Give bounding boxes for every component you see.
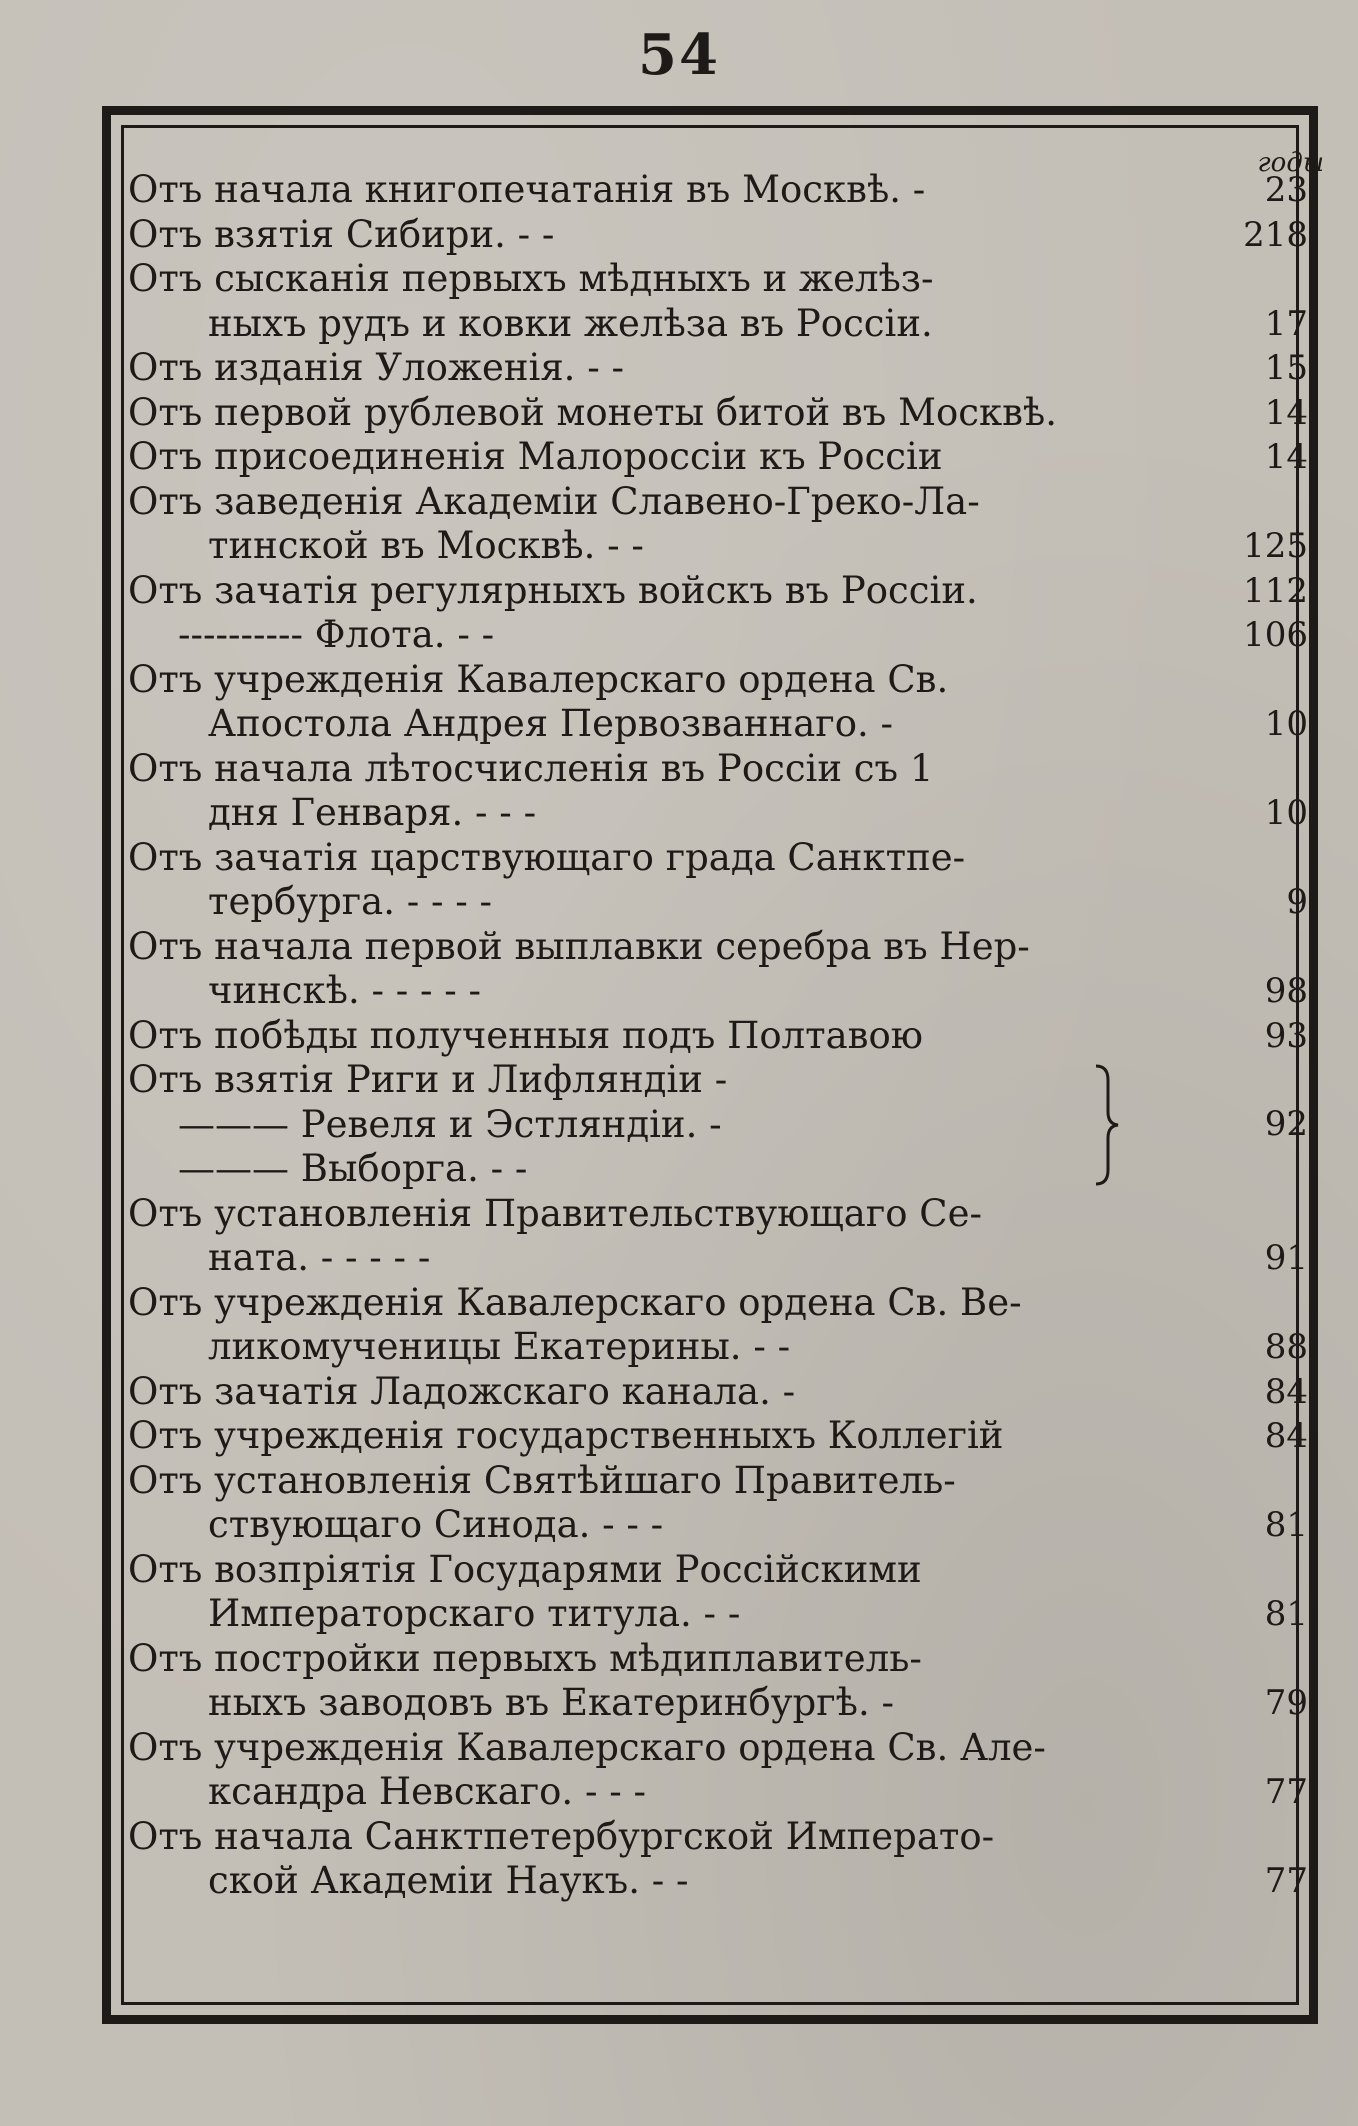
entry-line [128,1192,1308,1237]
entry-text: ксандра Невскаго. - - - [208,1770,646,1813]
entry-text: Отъ возпріятія Государями Россійскими [128,1547,922,1591]
chronology-entry [128,480,1308,569]
entry-text: Отъ начала первой выплавки серебра въ Нер- [128,924,1030,968]
page-number: 54 [638,22,720,88]
entry-text: Отъ начала Санктпетербургской Императо- [128,1814,995,1858]
chronology-entry [128,1459,1308,1548]
entry-line [128,480,1308,525]
entry-years: 81 [1264,1505,1308,1545]
chronology-entry [128,168,1308,213]
chronology-entry [128,1414,1308,1459]
entry-line [128,1503,1308,1548]
entry-years: 77 [1264,1772,1308,1812]
entry-text: ствующаго Синода. - - - [208,1503,664,1546]
entry-line [128,346,1308,391]
entry-text: Отъ первой рублевой монеты битой въ Москвѣ. [128,390,1057,434]
entry-line [128,1147,1308,1192]
entry-text: Отъ взятія Сибири. - - [128,212,555,256]
entry-years: 9 [1286,882,1308,922]
entry-years: 15 [1264,348,1308,388]
chronology-entry [128,435,1308,480]
entry-years: 106 [1243,615,1308,655]
entry-line [128,524,1308,569]
entry-years: 218 [1243,214,1308,255]
entry-line [128,1681,1308,1726]
entry-line [128,969,1308,1014]
entry-text: Отъ постройки первыхъ мѣдиплавитель- [128,1636,922,1680]
entry-line [128,1726,1308,1771]
entry-text: Отъ учрежденія государственныхъ Коллегій [128,1414,1004,1457]
entry-line [128,391,1308,436]
entry-years: 91 [1264,1238,1308,1278]
entry-line [128,1014,1308,1059]
entry-line [128,302,1308,347]
entry-text: Отъ установленія Правительствующаго Се- [128,1191,982,1235]
entry-line [128,1325,1308,1370]
entry-line [128,1370,1308,1415]
entry-years: 98 [1264,971,1308,1011]
entry-text: Отъ побѣды полученныя подъ Полтавою [128,1013,923,1057]
entry-line [128,1281,1308,1326]
entry-line [128,658,1308,703]
entry-line [128,613,1308,658]
chronology-entry [128,569,1308,614]
entry-line [128,569,1308,614]
entry-text: ---------- Флота. - - [178,613,495,656]
entry-years: 84 [1264,1371,1308,1412]
entry-text: Отъ начала лѣтосчисленія въ Россіи съ 1 [128,746,934,790]
chronology-entry [128,1014,1308,1059]
entry-years: 14 [1264,392,1308,433]
entry-line [128,1548,1308,1593]
chronology-entry [128,613,1308,658]
entry-text: Отъ взятія Риги и Лифляндіи - [128,1058,728,1101]
years-column-header: годы [1257,148,1324,178]
chronology-entry [128,257,1308,346]
entry-line [128,791,1308,836]
chronology-entry [128,925,1308,1014]
chronology-entry [128,1192,1308,1281]
chronology-list [128,168,1308,1904]
entry-years: 88 [1264,1327,1308,1367]
entry-line [128,1592,1308,1637]
chronology-entry [128,1281,1308,1370]
entry-line [128,435,1308,480]
entry-years: 23 [1264,170,1308,210]
entry-text: Отъ сысканія первыхъ мѣдныхъ и желѣз- [128,257,934,300]
chronology-entry [128,836,1308,925]
entry-text: Отъ учрежденія Кавалерскаго ордена Св. Але- [128,1725,1046,1769]
entry-line [128,836,1308,881]
entry-text: Отъ присоединенія Малороссіи къ Россіи [128,435,943,478]
entry-line [128,213,1308,258]
chronology-entry [128,213,1308,258]
entry-text: ната. - - - - - [208,1236,431,1279]
entry-years: 10 [1264,704,1308,744]
entry-text: тербурга. - - - - [208,880,493,923]
entry-line [128,1859,1308,1904]
entry-text: дня Генваря. - - - [208,791,537,834]
entry-text: чинскѣ. - - - - - [208,969,482,1012]
grouped-entry [128,1058,1308,1192]
entry-years: 92 [1264,1104,1308,1144]
entry-line [128,747,1308,792]
entry-years: 93 [1264,1015,1308,1056]
entry-text: ликомученицы Екатерины. - - [208,1325,791,1368]
entry-line [128,1103,1308,1148]
entry-years: 10 [1264,793,1308,833]
entry-line [128,702,1308,747]
entry-text: Отъ начала книгопечатанія въ Москвѣ. - [128,168,926,211]
entry-line [128,1236,1308,1281]
entry-years: 125 [1243,526,1308,566]
entry-text: Отъ зачатія царствующаго града Санктпе- [128,835,966,879]
entry-text: Апостола Андрея Первозваннаго. - [208,702,893,745]
entry-line [128,1637,1308,1682]
right-brace-icon [1094,1064,1120,1186]
chronology-entry [128,391,1308,436]
entry-text: Отъ учрежденія Кавалерскаго ордена Св. Ве- [128,1280,1022,1324]
entry-line [128,1815,1308,1860]
entry-text: Отъ зачатія регулярныхъ войскъ въ Россіи. [128,568,978,612]
entry-text: Императорскаго титула. - - [208,1592,741,1635]
entry-text: Отъ зачатія Ладожскаго канала. - [128,1369,796,1413]
entry-line [128,880,1308,925]
entry-text: Отъ учрежденія Кавалерскаго ордена Св. [128,657,949,701]
entry-line [128,1058,1308,1103]
entry-years: 84 [1264,1416,1308,1456]
entry-text: тинской въ Москвѣ. - - [208,524,644,567]
entry-line [128,1459,1308,1504]
entry-line [128,1770,1308,1815]
chronology-entry [128,1637,1308,1726]
entry-years: 14 [1264,437,1308,477]
entry-years: 112 [1243,570,1308,611]
entry-line [128,257,1308,302]
entry-text: ныхъ заводовъ въ Екатеринбургѣ. - [208,1681,894,1724]
entry-text: Отъ заведенія Академіи Славено-Греко-Ла- [128,479,980,523]
chronology-entry [128,658,1308,747]
chronology-entry [128,1815,1308,1904]
entry-text: ской Академіи Наукъ. - - [208,1859,689,1902]
entry-years: 79 [1264,1683,1308,1723]
entry-years: 77 [1264,1861,1308,1901]
entry-line [128,925,1308,970]
entry-text: ——— Ревеля и Эстляндіи. - [178,1102,722,1146]
chronology-entry [128,1548,1308,1637]
entry-line [128,168,1308,213]
chronology-entry [128,346,1308,391]
chronology-entry [128,747,1308,836]
chronology-entry [128,1370,1308,1415]
entry-line [128,1414,1308,1459]
entry-text: ныхъ рудъ и ковки желѣза въ Россіи. [208,301,933,345]
entry-text: Отъ изданія Уложенія. - - [128,346,624,389]
entry-years: 81 [1264,1594,1308,1634]
entry-text: ——— Выборга. - - [178,1147,528,1190]
entry-years: 17 [1264,303,1308,344]
chronology-entry [128,1726,1308,1815]
entry-text: Отъ установленія Святѣйшаго Правитель- [128,1458,956,1502]
